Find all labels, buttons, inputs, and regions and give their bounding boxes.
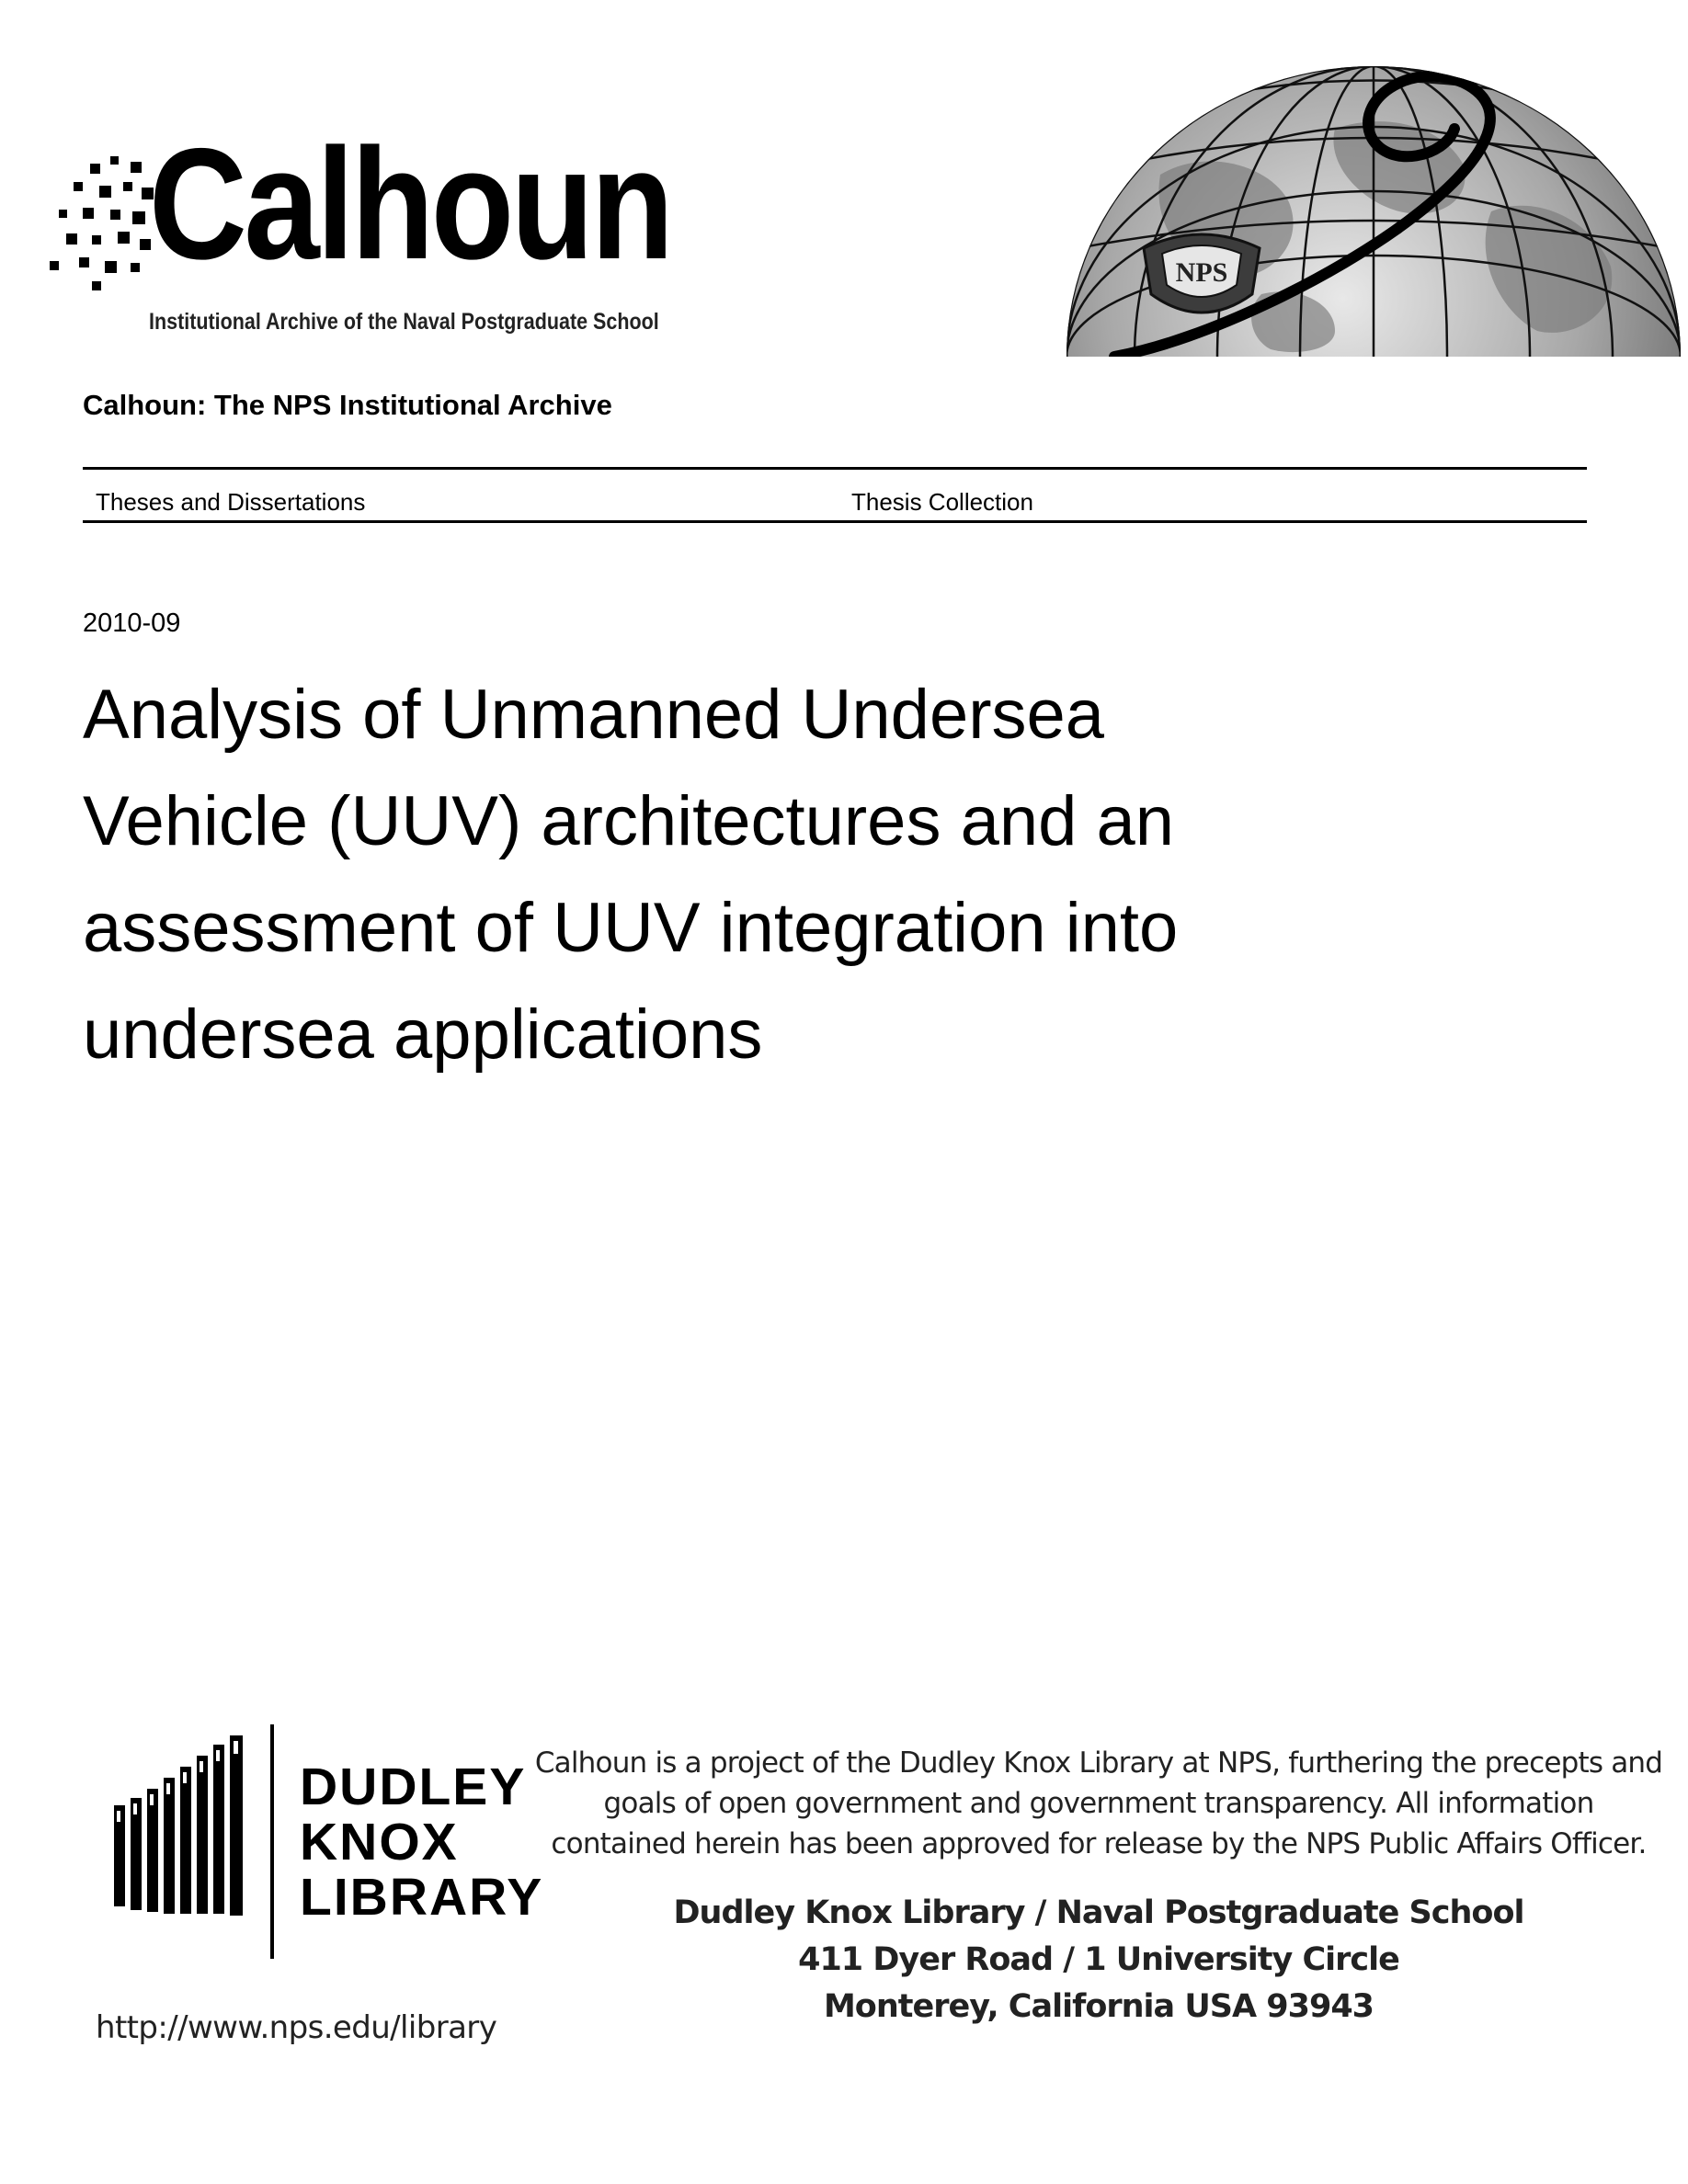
divider-bottom [83,520,1587,523]
address-line: 411 Dyer Road / 1 University Circle [798,1941,1399,1978]
calhoun-wordmark: Calhoun [149,116,671,292]
logo-divider [270,1724,274,1959]
library-name-line: LIBRARY [300,1868,544,1927]
collection-community-link[interactable]: Theses and Dissertations [96,488,366,516]
divider-top [83,467,1587,470]
library-address [588,1890,1609,2030]
library-columns-icon [108,1734,256,1917]
library-url-link[interactable]: http://www.nps.edu/library [96,2009,497,2046]
release-notice: Calhoun is a project of the Dudley Knox Library at NPS, furthering the precepts and goals of open government and government transparency. All information contained herein has been approved for release by the NPS Public Affairs Officer. [534,1746,1663,1860]
nps-seal-text: NPS [1175,257,1228,288]
calhoun-tagline: Institutional Archive of the Naval Postgraduate School [149,309,659,335]
collection-name-link[interactable]: Thesis Collection [851,488,1033,516]
library-name [300,1759,543,1925]
calhoun-logo [46,116,671,349]
dudley-knox-library-logo [108,1724,544,1959]
library-name-line: KNOX [300,1813,459,1871]
nps-seal-icon [1144,234,1260,313]
address-line: Monterey, California USA 93943 [823,1988,1374,2025]
globe-icon [1059,64,1688,357]
library-name-line: DUDLEY [300,1757,527,1816]
archive-title: Calhoun: The NPS Institutional Archive [83,389,612,421]
address-line: Dudley Knox Library / Naval Postgraduate School [673,1894,1524,1931]
record-date: 2010-09 [83,609,181,638]
record-title: Analysis of Unmanned Undersea Vehicle (UUV) architectures and an assessment of UUV integration into undersea applications [83,676,1179,1074]
